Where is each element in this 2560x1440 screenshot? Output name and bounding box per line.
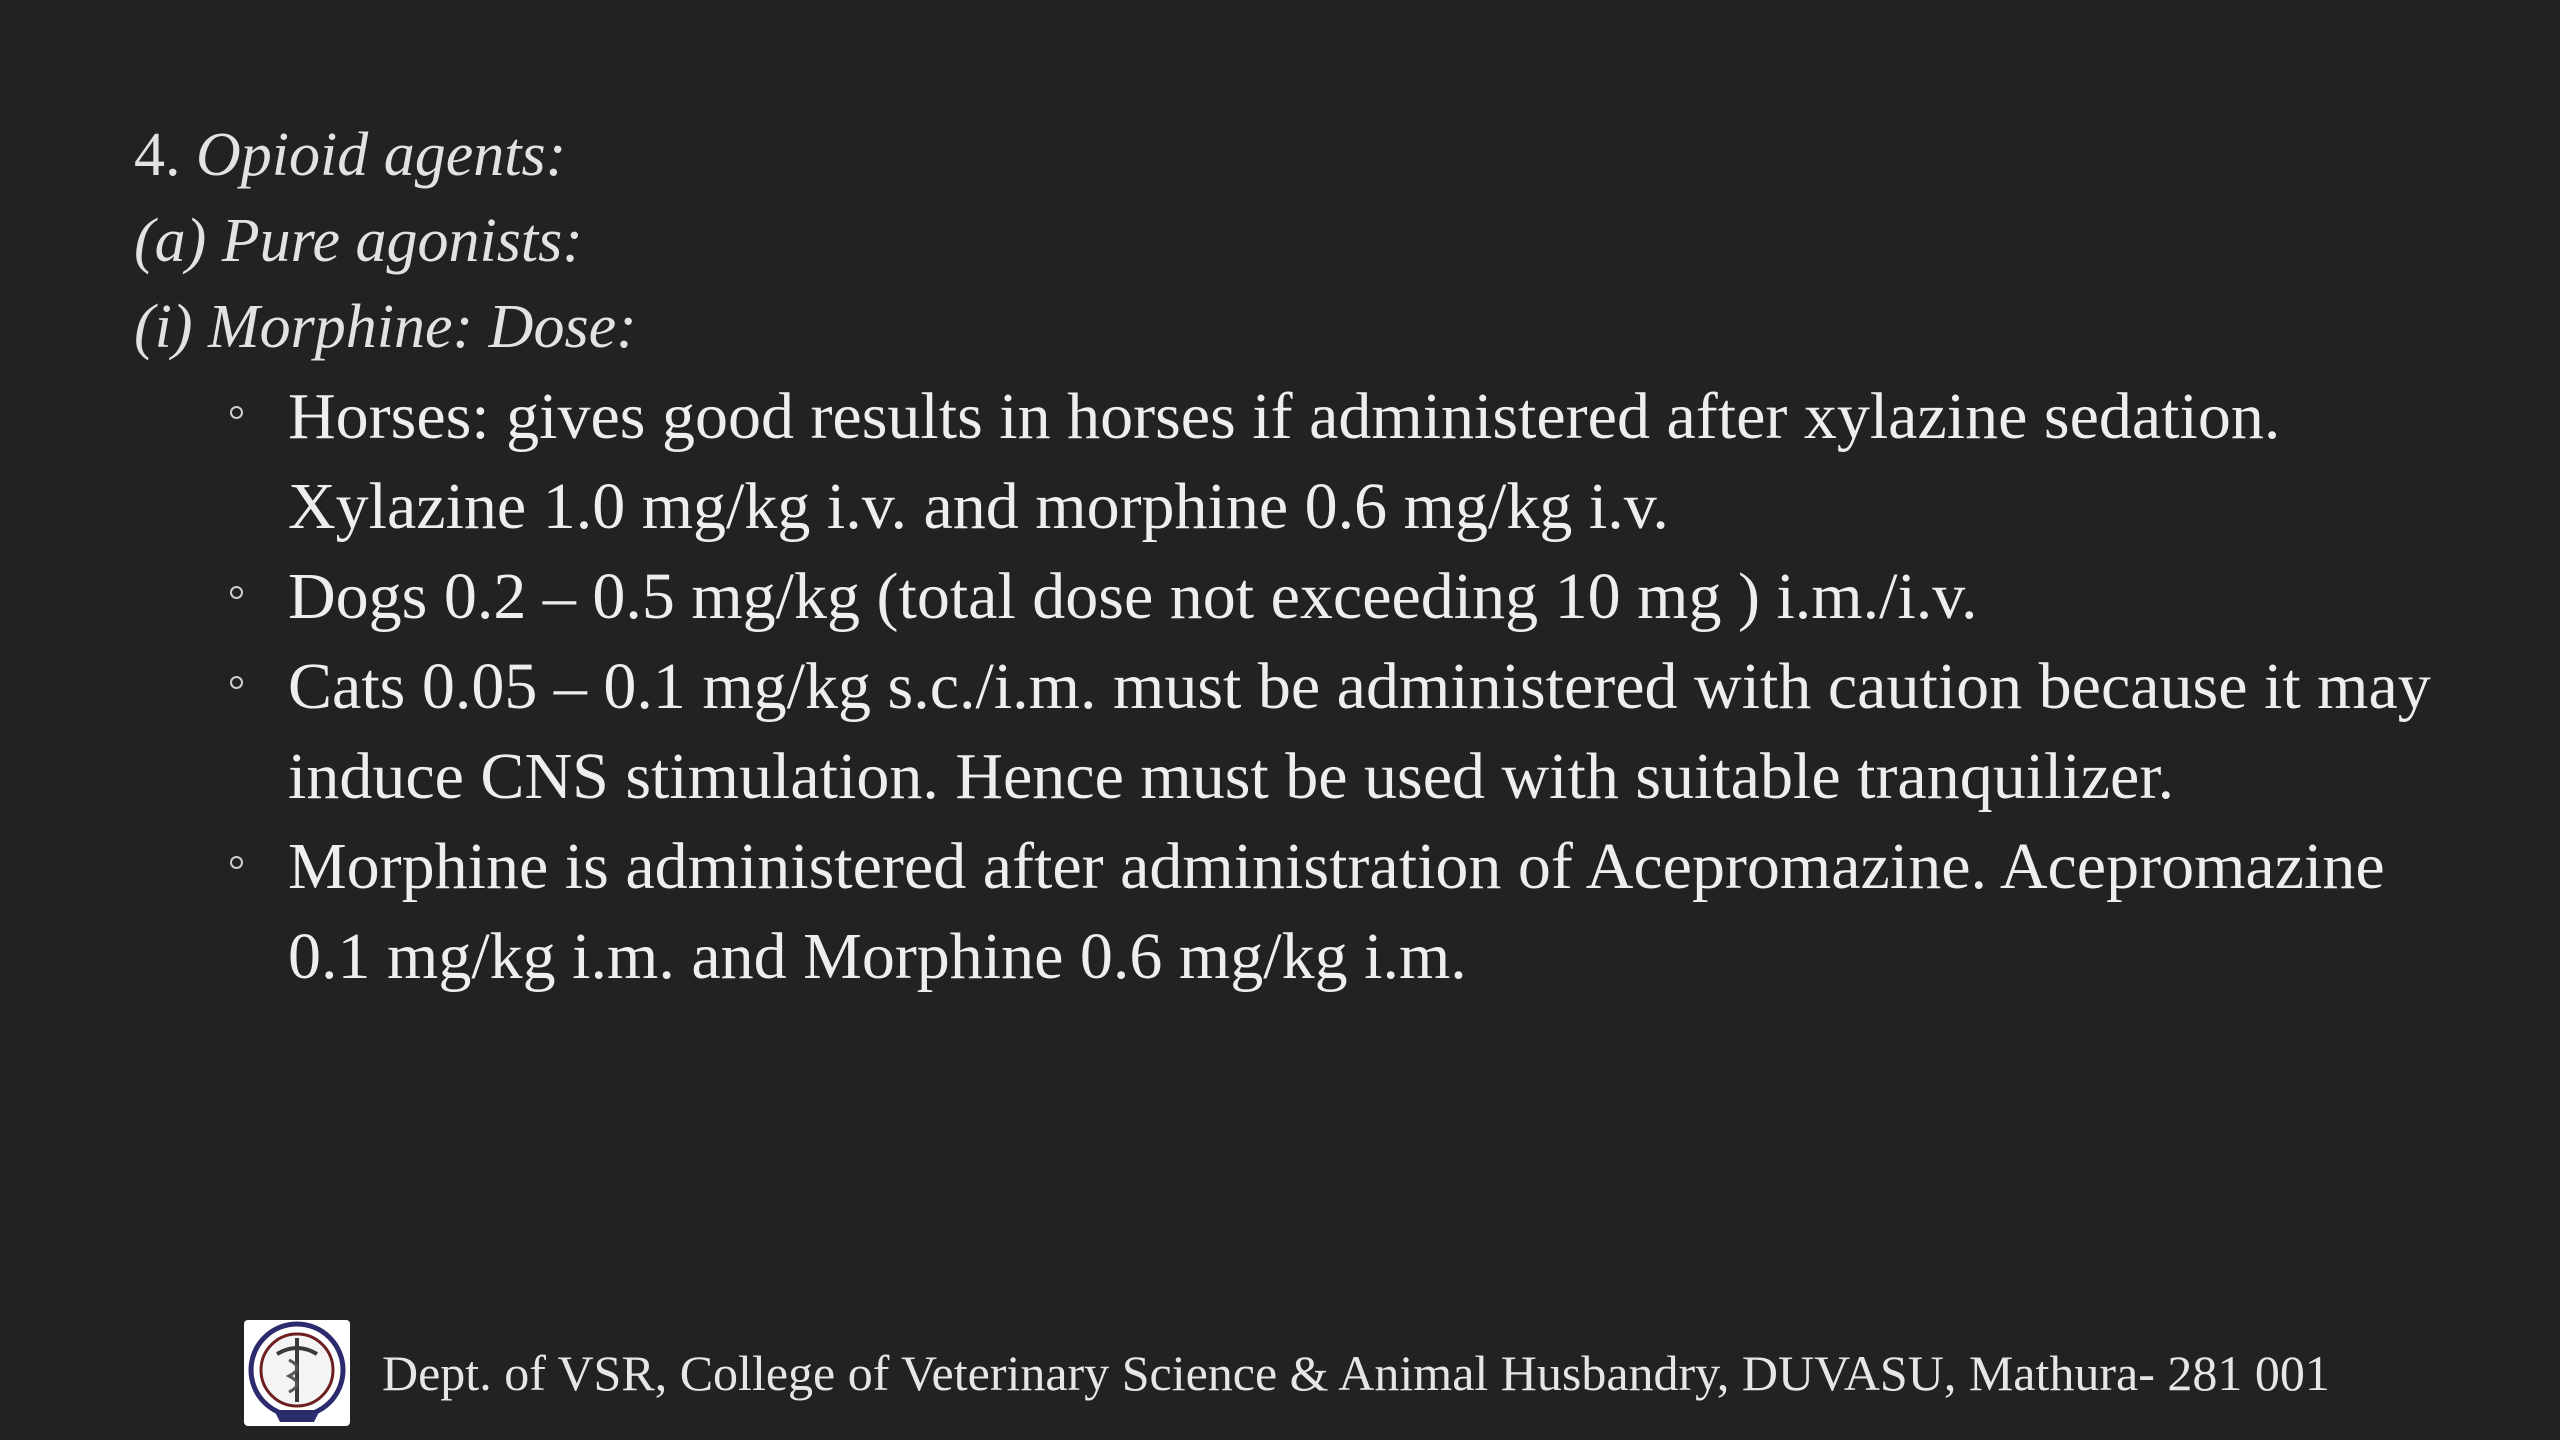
heading-text: (a) Pure agonists: bbox=[134, 207, 583, 275]
heading-morphine-dose bbox=[134, 284, 2434, 370]
bullet-circle-icon bbox=[230, 676, 243, 689]
bullet-text: Horses: gives good results in horses if administered after xylazine sedation. Xylazine 1.0 mg/kg i.v. and morphine 0.6 mg/kg i.v. bbox=[288, 380, 2281, 543]
bullet-cats bbox=[230, 642, 2460, 822]
bullet-text: Morphine is administered after administration of Acepromazine. Acepromazine 0.1 mg/kg i.m. and Morphine 0.6 mg/kg i.m. bbox=[288, 830, 2385, 993]
bullet-acepromazine bbox=[230, 822, 2460, 1002]
dose-bullet-list bbox=[230, 372, 2460, 1002]
footer-text: Dept. of VSR, College of Veterinary Science & Animal Husbandry, DUVASU, Mathura- 281 001 bbox=[382, 1345, 2330, 1401]
heading-number: 4. bbox=[134, 121, 181, 189]
heading-text: (i) Morphine: Dose: bbox=[134, 293, 637, 361]
heading-opioid-agents bbox=[134, 112, 2434, 198]
bullet-horses bbox=[230, 372, 2460, 552]
heading-pure-agonists bbox=[134, 198, 2434, 284]
college-emblem-icon bbox=[244, 1320, 350, 1426]
bullet-dogs bbox=[230, 552, 2460, 642]
slide-footer bbox=[244, 1318, 2330, 1428]
bullet-text: Dogs 0.2 – 0.5 mg/kg (total dose not exceeding 10 mg ) i.m./i.v. bbox=[288, 560, 1978, 633]
bullet-circle-icon bbox=[230, 406, 243, 419]
heading-text: Opioid agents: bbox=[196, 121, 567, 189]
bullet-text: Cats 0.05 – 0.1 mg/kg s.c./i.m. must be administered with caution because it may induce CNS stimulation. Hence must be used with suitable tranquilizer. bbox=[288, 650, 2431, 813]
slide-headings bbox=[134, 112, 2434, 370]
bullet-circle-icon bbox=[230, 856, 243, 869]
bullet-circle-icon bbox=[230, 586, 243, 599]
